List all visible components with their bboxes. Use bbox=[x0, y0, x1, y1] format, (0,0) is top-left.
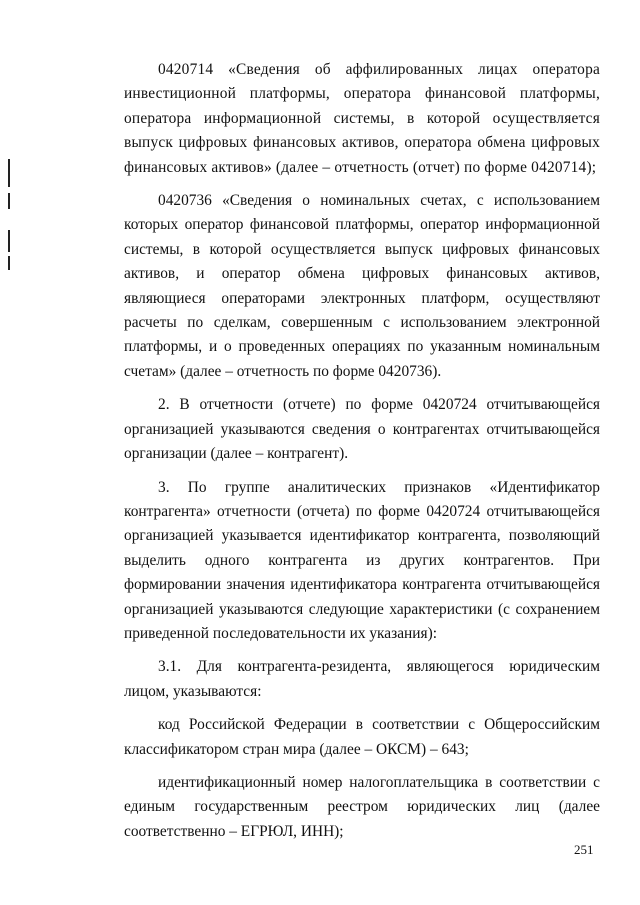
page-number: 251 bbox=[574, 842, 594, 857]
paragraph-3: 3. По группе аналитических признаков «Идентификатор контрагента» отчетности (отчета) по форме 0420724 отчитывающейся организацией указывается идентификатор контрагента, позволяющий выделить одного контрагента из других контрагентов. При формировании значения идентификатора контрагента отчитывающейся организацией указываются следующие характеристики (с сохранением приведенной последовательности их указания): bbox=[124, 478, 600, 642]
margin-mark bbox=[8, 159, 10, 187]
paragraph-inn: идентификационный номер налогоплательщика в соответствии с единым государственным реестром юридических лиц (далее соответственно – ЕГРЮЛ, ИНН); bbox=[124, 773, 600, 840]
document-body bbox=[124, 58, 600, 844]
paragraph-3-1: 3.1. Для контрагента-резидента, являющегося юридическим лицом, указываются: bbox=[124, 658, 600, 700]
margin-mark bbox=[8, 256, 10, 270]
paragraph-0420714: 0420714 «Сведения об аффилированных лицах оператора инвестиционной платформы, оператора финансовой платформы, оператора информационной системы, в которой осуществляется выпуск цифровых финансовых активов, оператора обмена цифровых финансовых активов» (далее – отчетность (отчет) по форме 0420714); bbox=[124, 61, 600, 176]
margin-mark bbox=[8, 193, 10, 209]
paragraph-0420736: 0420736 «Сведения о номинальных счетах, с использованием которых оператор финансовой платформы, оператор информационной системы, в которой осуществляется выпуск цифровых финансовых активов, и оператор обмена цифровых финансовых активов, являющиеся операторами электронных платформ, осуществляют расчеты по сделкам, совершенным с использованием электронной платформы, и о проведенных операциях по указанным номинальным счетам» (далее – отчетность по форме 0420736). bbox=[124, 192, 600, 380]
paragraph-oksm-code: код Российской Федерации в соответствии с Общероссийским классификатором стран мира (далее – ОКСМ) – 643; bbox=[124, 716, 600, 758]
paragraph-2: 2. В отчетности (отчете) по форме 0420724 отчитывающейся организацией указываются сведения о контрагентах отчитывающейся организации (далее – контрагент). bbox=[124, 396, 600, 463]
margin-mark bbox=[8, 230, 10, 252]
